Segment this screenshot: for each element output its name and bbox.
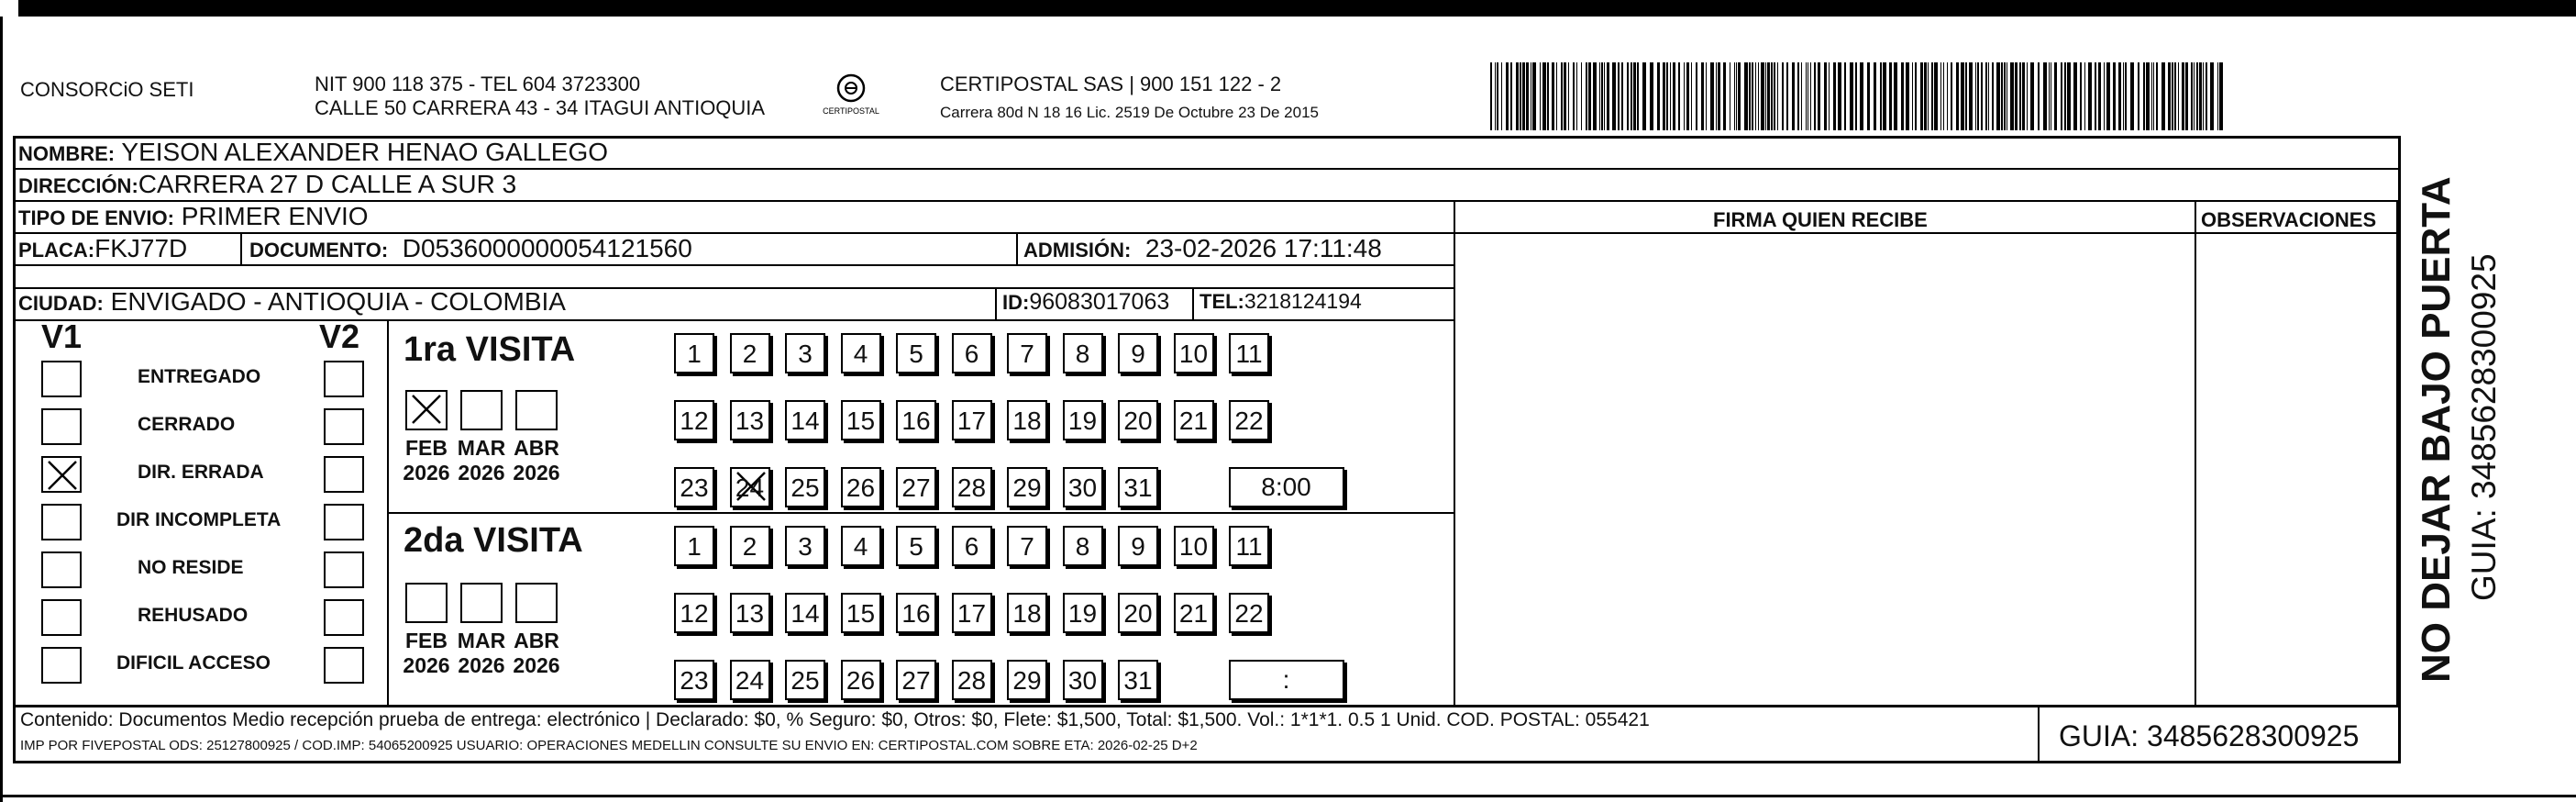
form-border — [13, 136, 2401, 763]
day-box[interactable]: 27 — [896, 660, 936, 700]
month-name: MAR — [457, 436, 506, 460]
day-box[interactable]: 5 — [896, 333, 936, 373]
day-box[interactable]: 21 — [1174, 400, 1214, 440]
tel-value: 3218124194 — [1244, 289, 1362, 313]
day-number: 24 — [735, 473, 765, 502]
month-name: ABR — [514, 436, 559, 460]
day-box[interactable]: 13 — [730, 400, 770, 440]
month-checkbox[interactable] — [515, 583, 558, 623]
visit-divider — [387, 512, 1454, 514]
v2-checkbox[interactable] — [324, 551, 364, 588]
day-box[interactable]: 21 — [1174, 593, 1214, 633]
col-line — [2195, 200, 2196, 705]
tipo-value: PRIMER ENVIO — [181, 202, 369, 230]
admision-label: ADMISIÓN: — [1023, 239, 1132, 262]
observaciones-header: OBSERVACIONES — [2201, 208, 2377, 231]
day-box[interactable]: 10 — [1174, 526, 1214, 566]
address-line: CALLE 50 CARRERA 43 - 34 ITAGUI ANTIOQUIA — [315, 96, 766, 119]
nombre-row — [18, 138, 608, 167]
v2-header: V2 — [319, 317, 360, 355]
day-box[interactable]: 18 — [1007, 400, 1047, 440]
day-box[interactable]: 25 — [785, 467, 825, 507]
day-box[interactable]: 26 — [841, 660, 881, 700]
month-checkbox[interactable] — [405, 583, 448, 623]
documento-value: D0536000000054121560 — [402, 234, 692, 262]
day-box[interactable]: 19 — [1063, 400, 1103, 440]
day-box[interactable]: 7 — [1007, 333, 1047, 373]
v1-checkbox[interactable] — [41, 647, 82, 684]
side-guia: GUIA: 3485628300925 — [2465, 253, 2503, 601]
month-year: 2026 — [458, 461, 505, 485]
day-box[interactable]: 1 — [674, 333, 714, 373]
firma-header: FIRMA QUIEN RECIBE — [1713, 208, 1928, 231]
day-box[interactable]: 31 — [1118, 660, 1158, 700]
day-box[interactable]: 6 — [952, 333, 992, 373]
certipostal-logo — [819, 70, 883, 125]
v2-checkbox[interactable] — [324, 361, 364, 397]
ciudad-row — [18, 287, 566, 317]
day-box[interactable]: 4 — [841, 526, 881, 566]
day-box[interactable]: 9 — [1118, 526, 1158, 566]
day-box[interactable]: 28 — [952, 660, 992, 700]
day-box[interactable]: 13 — [730, 593, 770, 633]
row-line — [13, 200, 2401, 202]
month-checkbox[interactable] — [460, 390, 503, 430]
day-box[interactable] — [730, 467, 770, 507]
id-row — [1002, 289, 1169, 316]
status-label: CERRADO — [138, 414, 236, 435]
day-box[interactable]: 3 — [785, 526, 825, 566]
id-value: 96083017063 — [1029, 289, 1170, 315]
day-box[interactable]: 3 — [785, 333, 825, 373]
day-box[interactable]: 14 — [785, 593, 825, 633]
day-box[interactable]: 6 — [952, 526, 992, 566]
month-year: 2026 — [458, 653, 505, 677]
day-box[interactable]: 4 — [841, 333, 881, 373]
day-box[interactable]: 29 — [1007, 467, 1047, 507]
footer-contenido: Contenido: Documentos Medio recepción prueba de entrega: electrónico | Declarado: $0, % Seguro: $0, Otros: $0, Flete: $1,500, Total: $1,500. Vol.: 1*1*1. 0.5 1 Unid. COD. POSTAL: 055421 — [20, 709, 1650, 730]
day-box[interactable]: 24 — [730, 660, 770, 700]
day-box[interactable]: 22 — [1229, 593, 1269, 633]
v1-checkbox[interactable] — [41, 361, 82, 397]
top-border — [0, 0, 2576, 17]
footer-guia: GUIA: 3485628300925 — [2059, 719, 2360, 752]
col-line — [240, 232, 242, 264]
month-label — [454, 629, 509, 678]
month-label — [399, 436, 454, 485]
day-box[interactable]: 29 — [1007, 660, 1047, 700]
nombre-label: NOMBRE: — [18, 142, 116, 165]
day-box[interactable]: 15 — [841, 400, 881, 440]
nombre-value: YEISON ALEXANDER HENAO GALLEGO — [121, 138, 609, 166]
day-box[interactable]: 12 — [674, 593, 714, 633]
day-box[interactable]: 20 — [1118, 593, 1158, 633]
placa-label: PLACA: — [18, 239, 95, 262]
v1-checkbox[interactable] — [41, 504, 82, 540]
day-box[interactable]: 28 — [952, 467, 992, 507]
day-box[interactable]: 23 — [674, 660, 714, 700]
day-box[interactable]: 23 — [674, 467, 714, 507]
v1-checkbox[interactable] — [41, 408, 82, 445]
ciudad-value: ENVIGADO - ANTIOQUIA - COLOMBIA — [110, 287, 566, 316]
tipo-label: TIPO DE ENVIO: — [18, 206, 174, 229]
bottom-border — [0, 795, 2576, 797]
month-label — [509, 629, 564, 678]
admision-value: 23-02-2026 17:11:48 — [1144, 234, 1382, 262]
col-line — [2396, 200, 2398, 705]
visit1-title: 1ra VISITA — [404, 330, 576, 369]
top-border-gap — [0, 0, 18, 17]
row-line — [13, 319, 1454, 321]
side-warning: NO DEJAR BAJO PUERTA — [2414, 176, 2459, 683]
day-box[interactable]: 27 — [896, 467, 936, 507]
status-label: DIR INCOMPLETA — [116, 509, 282, 530]
tel-label: TEL: — [1200, 290, 1244, 313]
footer-imp: IMP POR FIVEPOSTAL ODS: 25127800925 / COD.IMP: 54065200925 USUARIO: OPERACIONES MEDELLIN CONSULTE SU ENVIO EN: CERTIPOSTAL.COM SOBRE ETA: 2026-02-25 D+2 — [20, 738, 1198, 753]
direccion-row — [18, 170, 516, 199]
logo-text: CERTIPOSTAL — [823, 106, 879, 116]
documento-label: DOCUMENTO: — [249, 239, 389, 262]
status-label: NO RESIDE — [138, 557, 244, 578]
v2-checkbox[interactable] — [324, 408, 364, 445]
v2-checkbox[interactable] — [324, 647, 364, 684]
month-year: 2026 — [403, 461, 450, 485]
tipo-row — [18, 202, 369, 231]
day-box[interactable]: 12 — [674, 400, 714, 440]
v1-header: V1 — [41, 317, 83, 355]
direccion-label: DIRECCIÓN: — [18, 174, 138, 197]
col-line — [1192, 287, 1194, 319]
ciudad-label: CIUDAD: — [18, 292, 104, 315]
day-box[interactable]: 8 — [1063, 333, 1103, 373]
month-checkbox[interactable] — [405, 390, 448, 430]
v2-checkbox[interactable] — [324, 456, 364, 493]
month-year: 2026 — [513, 461, 560, 485]
day-box[interactable]: 16 — [896, 593, 936, 633]
day-box[interactable]: 31 — [1118, 467, 1158, 507]
month-name: ABR — [514, 629, 559, 652]
time-box[interactable]: : — [1229, 660, 1344, 700]
day-box[interactable]: 26 — [841, 467, 881, 507]
admision-row — [1023, 234, 1382, 263]
certipostal-line: CERTIPOSTAL SAS | 900 151 122 - 2 — [940, 72, 1282, 95]
id-label: ID: — [1002, 291, 1030, 314]
month-year: 2026 — [403, 653, 450, 677]
day-box[interactable]: 2 — [730, 526, 770, 566]
day-box[interactable]: 30 — [1063, 467, 1103, 507]
day-box[interactable]: 1 — [674, 526, 714, 566]
day-box[interactable]: 10 — [1174, 333, 1214, 373]
placa-value: FKJ77D — [94, 234, 188, 262]
direccion-value: CARRERA 27 D CALLE A SUR 3 — [138, 170, 517, 198]
documento-row — [249, 234, 692, 263]
status-label: DIR. ERRADA — [138, 462, 264, 483]
visit2-title: 2da VISITA — [404, 521, 583, 560]
day-box[interactable]: 2 — [730, 333, 770, 373]
day-box[interactable]: 17 — [952, 593, 992, 633]
day-box[interactable]: 25 — [785, 660, 825, 700]
month-name: FEB — [405, 436, 448, 460]
day-box[interactable]: 15 — [841, 593, 881, 633]
row-line — [13, 264, 1454, 266]
month-label — [399, 629, 454, 678]
status-label: ENTREGADO — [138, 366, 261, 387]
col-line — [2038, 705, 2040, 763]
v2-checkbox[interactable] — [324, 599, 364, 636]
placa-row — [18, 234, 187, 263]
v1-checkbox[interactable] — [41, 551, 82, 588]
company-name: CONSORCiO SETI — [20, 78, 194, 101]
col-line — [995, 287, 997, 319]
day-box[interactable]: 9 — [1118, 333, 1158, 373]
tel-row — [1200, 289, 1362, 314]
day-box[interactable]: 8 — [1063, 526, 1103, 566]
day-box[interactable]: 20 — [1118, 400, 1158, 440]
month-label — [454, 436, 509, 485]
day-box[interactable]: 30 — [1063, 660, 1103, 700]
time-box[interactable]: 8:00 — [1229, 467, 1344, 507]
col-line — [1016, 232, 1018, 264]
v2-checkbox[interactable] — [324, 504, 364, 540]
nit-line: NIT 900 118 375 - TEL 604 3723300 — [315, 72, 641, 95]
day-box[interactable]: 14 — [785, 400, 825, 440]
v1-checkbox[interactable] — [41, 456, 82, 493]
month-checkbox[interactable] — [515, 390, 558, 430]
v1-checkbox[interactable] — [41, 599, 82, 636]
month-checkbox[interactable] — [460, 583, 503, 623]
left-border — [0, 17, 3, 802]
license-line: Carrera 80d N 18 16 Lic. 2519 De Octubre 23 De 2015 — [940, 104, 1319, 121]
day-box[interactable]: 19 — [1063, 593, 1103, 633]
month-label — [509, 436, 564, 485]
barcode — [1490, 62, 2224, 130]
day-box[interactable]: 11 — [1229, 333, 1269, 373]
month-name: MAR — [457, 629, 506, 652]
day-box[interactable]: 11 — [1229, 526, 1269, 566]
day-box[interactable]: 5 — [896, 526, 936, 566]
status-label: REHUSADO — [138, 605, 249, 626]
col-line — [1454, 200, 1455, 705]
day-box[interactable]: 22 — [1229, 400, 1269, 440]
day-box[interactable]: 7 — [1007, 526, 1047, 566]
day-box[interactable]: 17 — [952, 400, 992, 440]
day-box[interactable]: 16 — [896, 400, 936, 440]
day-box[interactable]: 18 — [1007, 593, 1047, 633]
footer-line — [13, 705, 2401, 707]
month-name: FEB — [405, 629, 448, 652]
status-label: DIFICIL ACCESO — [116, 652, 271, 674]
month-year: 2026 — [513, 653, 560, 677]
